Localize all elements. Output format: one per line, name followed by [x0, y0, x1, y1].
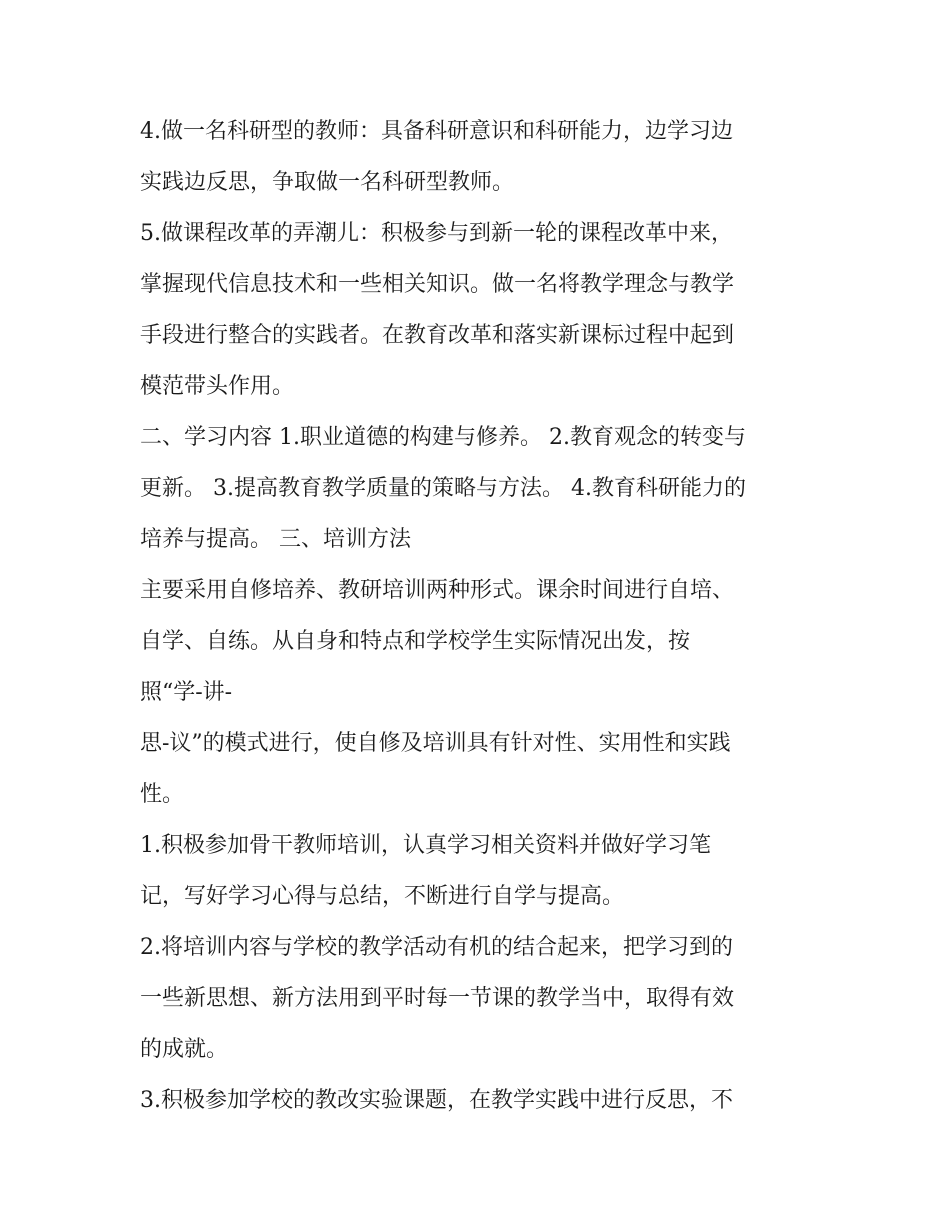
text-line: 更新。 3.提高教育教学质量的策略与方法。 4.教育科研能力的	[140, 476, 746, 501]
text-line: 思-议”的模式进行，使自修及培训具有针对性、实用性和实践	[140, 731, 731, 756]
text-line: 培养与提高。 三、培训方法	[140, 527, 411, 552]
text-line: 照“学-讲-	[140, 680, 233, 705]
text-line: 1.积极参加骨干教师培训，认真学习相关资料并做好学习笔	[140, 833, 711, 858]
text-line: 的成就。	[140, 1037, 229, 1062]
document-body	[140, 106, 830, 1126]
text-line: 一些新思想、新方法用到平时每一节课的教学当中，取得有效	[140, 986, 735, 1011]
text-line: 5.做课程改革的弄潮儿：积极参与到新一轮的课程改革中来，	[140, 221, 733, 246]
text-line: 性。	[140, 782, 185, 807]
text-line: 自学、自练。从自身和特点和学校学生实际情况出发，按	[140, 629, 691, 654]
text-line: 二、学习内容 1.职业道德的构建与修养。 2.教育观念的转变与	[140, 425, 746, 450]
text-line: 主要采用自修培养、教研培训两种形式。课余时间进行自培、	[140, 578, 735, 603]
text-line: 实践边反思，争取做一名科研型教师。	[140, 170, 515, 195]
text-line: 手段进行整合的实践者。在教育改革和落实新课标过程中起到	[140, 323, 735, 348]
text-line: 3.积极参加学校的教改实验课题，在教学实践中进行反思，不	[140, 1088, 733, 1113]
text-line: 模范带头作用。	[140, 374, 295, 399]
text-line: 2.将培训内容与学校的教学活动有机的结合起来，把学习到的	[140, 935, 733, 960]
text-line: 掌握现代信息技术和一些相关知识。做一名将教学理念与教学	[140, 272, 735, 297]
text-line: 记，写好学习心得与总结，不断进行自学与提高。	[140, 884, 625, 909]
text-line: 4.做一名科研型的教师：具备科研意识和科研能力，边学习边	[140, 119, 733, 144]
